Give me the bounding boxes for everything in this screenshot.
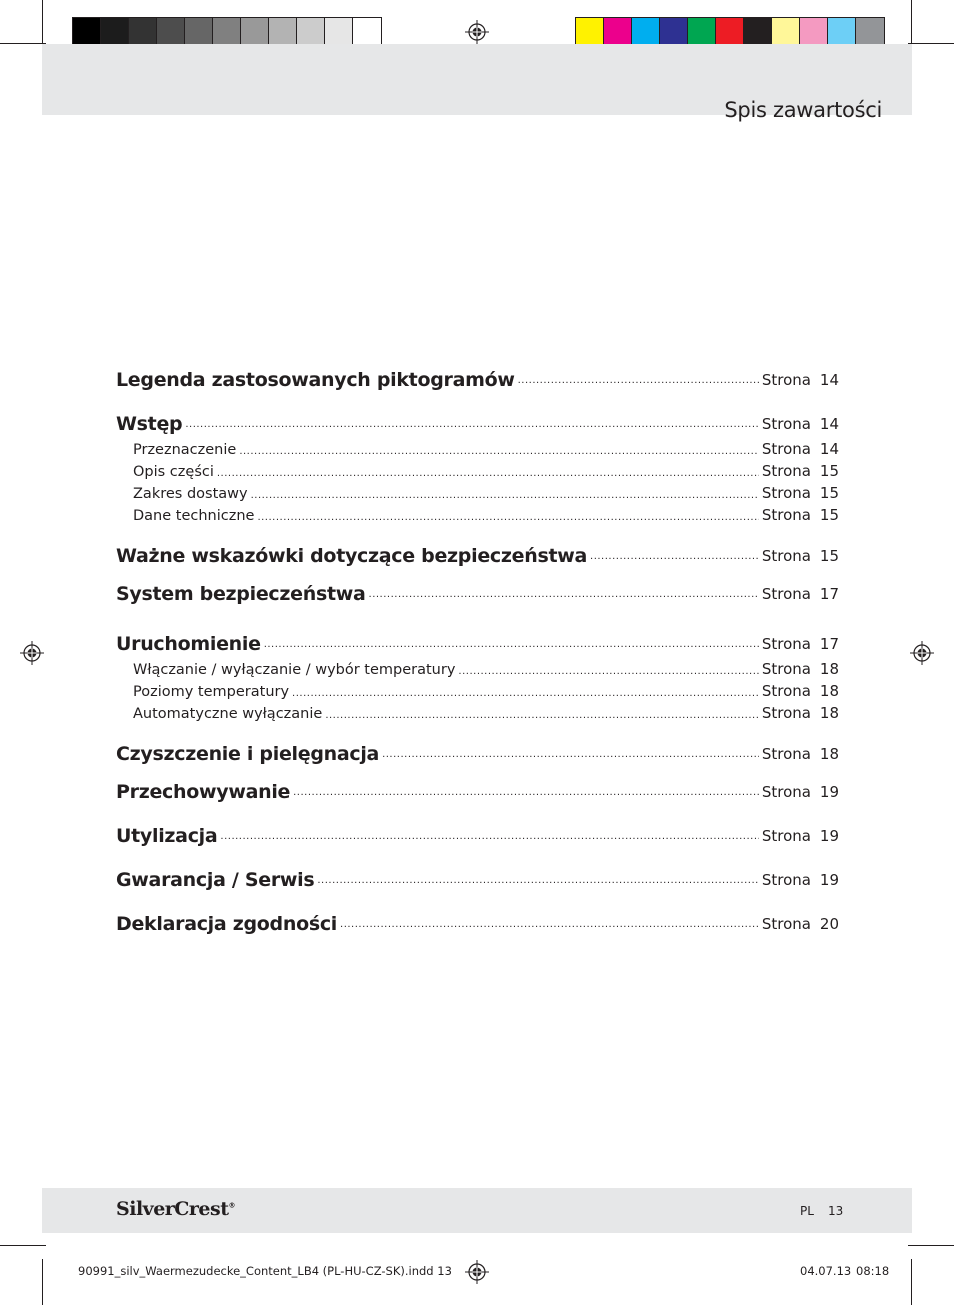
toc-page-ref [762,704,839,722]
toc-page-ref [762,635,839,653]
slug-filename: 90991_silv_Waermezudecke_Content_LB4 (PL-HU-CZ-SK).indd 13 [78,1264,452,1278]
dot-leader [251,490,759,501]
registration-mark-icon [20,641,44,665]
toc-page-label: Strona [761,871,811,889]
color-swatch [185,18,213,46]
toc-entry [116,628,839,660]
crop-mark [42,0,43,46]
color-swatch [828,18,856,46]
color-swatch [772,18,800,46]
toc-page-ref [762,783,839,801]
toc-page-number: 14 [819,440,839,458]
page-number: 13 [828,1204,844,1218]
toc-page-ref [762,415,839,433]
toc-entry-title: Włączanie / wyłączanie / wybór temperatury [133,662,456,678]
dot-leader [217,468,759,479]
toc-page-ref [762,371,839,389]
toc-entry [116,902,839,946]
toc-page-ref [762,745,839,763]
toc-page-number: 14 [819,415,839,433]
slug-date: 04.07.13 [800,1264,852,1278]
toc-page-number: 15 [819,484,839,502]
toc-page-number: 20 [819,915,839,933]
color-swatch [632,18,660,46]
process-color-bar [575,17,885,47]
toc-entry [116,408,839,440]
dot-leader [340,919,759,930]
toc-entry [116,572,839,616]
toc-subentry [116,484,839,506]
toc-page-label: Strona [761,506,811,524]
toc-entry-title: Automatyczne wyłączanie [133,706,323,722]
color-swatch [800,18,828,46]
toc-entry-title: Uruchomienie [116,633,261,655]
color-swatch [688,18,716,46]
toc-page-label: Strona [761,635,811,653]
toc-page-number: 17 [819,635,839,653]
toc-entry-title: Zakres dostawy [133,486,248,502]
toc-page-ref [762,440,839,458]
page-title: Spis zawartości [724,98,882,123]
toc-page-number: 19 [819,871,839,889]
toc-page-label: Strona [761,462,811,480]
toc-entry [116,540,839,572]
dot-leader [369,589,759,600]
toc-page-number: 19 [819,827,839,845]
toc-page-ref [762,660,839,678]
toc-entry-title: Wstęp [116,413,183,435]
dot-leader [293,787,759,798]
toc-entry-title: System bezpieczeństwa [116,583,366,605]
registration-mark-icon [465,20,489,44]
toc-page-number: 15 [819,506,839,524]
toc-page-ref [762,506,839,524]
toc-entry-title: Przeznaczenie [133,442,237,458]
color-swatch [241,18,269,46]
color-swatch [213,18,241,46]
dot-leader [382,749,759,760]
toc-subentry [116,440,839,462]
toc-page-label: Strona [761,660,811,678]
toc-page-label: Strona [761,415,811,433]
dot-leader [220,831,758,842]
color-swatch [73,18,101,46]
registration-mark-icon [465,1260,489,1284]
toc-subentry [116,506,839,528]
toc-page-number: 14 [819,371,839,389]
dot-leader [264,639,759,650]
toc-page-label: Strona [761,827,811,845]
toc-entry [116,814,839,858]
toc-page-label: Strona [761,371,811,389]
table-of-contents [116,364,839,946]
color-swatch [297,18,325,46]
toc-page-ref [762,827,839,845]
color-swatch [353,18,381,46]
dot-leader [317,875,759,886]
dot-leader [590,551,759,562]
grayscale-color-bar [72,17,382,47]
color-swatch [576,18,604,46]
toc-page-label: Strona [761,915,811,933]
toc-page-label: Strona [761,484,811,502]
toc-page-number: 18 [819,745,839,763]
toc-entry-title: Czyszczenie i pielęgnacja [116,743,380,765]
toc-entry-title: Utylizacja [116,825,218,847]
slug-time: 08:18 [856,1264,890,1278]
toc-page-number: 15 [819,462,839,480]
toc-entry-title: Opis części [133,464,214,480]
dot-leader [257,512,758,523]
toc-page-number: 18 [819,704,839,722]
brand-logo-text: SilverCrest [116,1198,229,1220]
toc-page-label: Strona [761,585,811,603]
dot-leader [292,688,759,699]
crop-mark [911,0,912,46]
crop-mark [0,1245,46,1246]
color-swatch [604,18,632,46]
brand-logo [116,1198,235,1220]
toc-entry-title: Ważne wskazówki dotyczące bezpieczeństwa [116,545,588,567]
toc-page-number: 17 [819,585,839,603]
color-swatch [716,18,744,46]
registered-mark: ® [228,1201,235,1210]
dot-leader [239,446,759,457]
toc-page-label: Strona [761,440,811,458]
toc-entry [116,770,839,814]
registration-mark-icon [910,641,934,665]
color-swatch [157,18,185,46]
toc-page-number: 19 [819,783,839,801]
color-swatch [129,18,157,46]
toc-entry [116,364,839,396]
toc-page-number: 18 [819,682,839,700]
toc-entry-title: Gwarancja / Serwis [116,869,315,891]
toc-page-label: Strona [761,745,811,763]
toc-subentry [116,660,839,682]
crop-mark [0,43,46,44]
toc-entry-title: Legenda zastosowanych piktogramów [116,369,515,391]
toc-entry [116,738,839,770]
color-swatch [269,18,297,46]
color-swatch [660,18,688,46]
crop-mark [908,1245,954,1246]
toc-page-ref [762,915,839,933]
color-swatch [856,18,884,46]
dot-leader [325,710,759,721]
toc-page-ref [762,585,839,603]
toc-page-number: 15 [819,547,839,565]
language-code: PL [800,1204,814,1218]
toc-page-ref [762,871,839,889]
toc-entry-title: Poziomy temperatury [133,684,290,700]
crop-mark [42,1259,43,1305]
toc-page-label: Strona [761,547,811,565]
toc-page-ref [762,484,839,502]
color-swatch [101,18,129,46]
toc-entry-title: Dane techniczne [133,508,255,524]
toc-subentry [116,682,839,704]
toc-entry [116,858,839,902]
toc-subentry [116,704,839,726]
toc-subentry [116,462,839,484]
dot-leader [185,419,759,430]
toc-page-ref [762,682,839,700]
dot-leader [458,666,758,677]
dot-leader [518,375,759,386]
toc-page-number: 18 [819,660,839,678]
color-swatch [744,18,772,46]
toc-page-ref [762,547,839,565]
toc-entry-title: Przechowywanie [116,781,291,803]
toc-page-ref [762,462,839,480]
toc-page-label: Strona [761,704,811,722]
crop-mark [908,43,954,44]
crop-mark [911,1259,912,1305]
toc-entry-title: Deklaracja zgodności [116,913,338,935]
toc-page-label: Strona [761,682,811,700]
toc-page-label: Strona [761,783,811,801]
color-swatch [325,18,353,46]
